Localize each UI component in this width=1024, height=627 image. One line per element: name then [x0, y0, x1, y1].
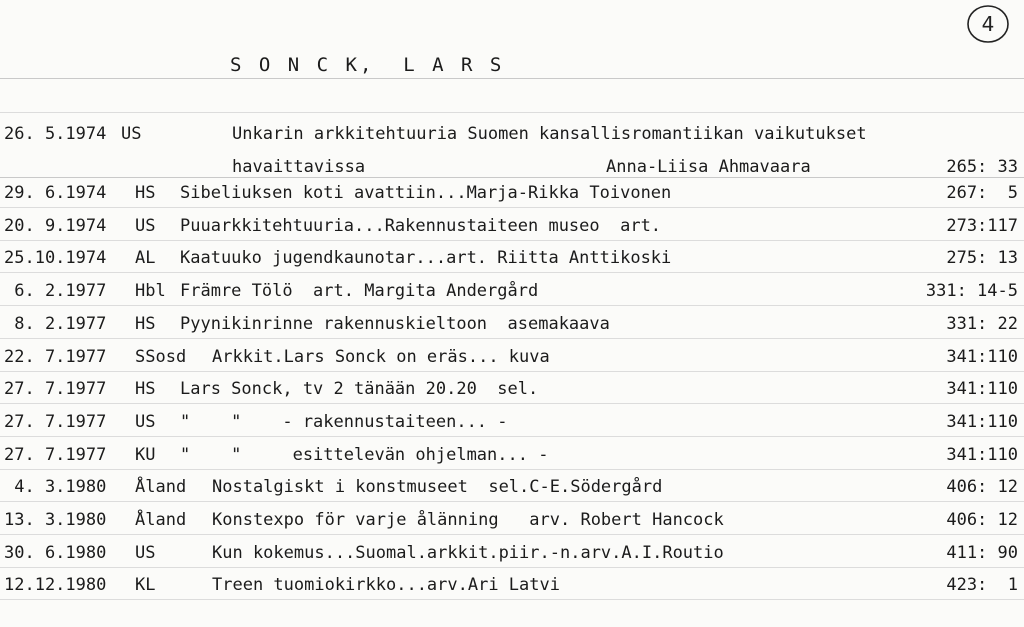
entry-source: US: [135, 411, 156, 432]
entry-ref: 275: 13: [946, 248, 1018, 269]
entry-text: Kaatuuko jugendkaunotar...art. Riitta Anttikoski: [180, 248, 672, 269]
entry-date: 30. 6.1980: [4, 542, 107, 563]
entry-text: Sibeliuksen koti avattiin...Marja-Rikka Toivonen: [180, 183, 672, 203]
entry-text: Konstexpo för varje ålänning arv. Robert Hancock: [212, 510, 724, 530]
entry-source: KU: [135, 444, 156, 465]
entry-source: SSosd: [135, 346, 187, 367]
entry-ref: 265: 33: [946, 157, 1018, 177]
divider: [0, 112, 1024, 113]
entry-text: Pyynikinrinne rakennuskieltoon asemakaava: [180, 313, 610, 334]
divider: [0, 305, 1024, 306]
entry-date: 13. 3.1980: [4, 510, 107, 530]
divider: [0, 501, 1024, 502]
card-number-text: 4: [981, 12, 995, 36]
divider: [0, 403, 1024, 404]
entry-source: HS: [135, 313, 156, 334]
divider: [0, 240, 1024, 241]
card-title: S O N C K, L A R S: [230, 54, 505, 76]
entry-source: HS: [135, 379, 156, 400]
entry-source: Åland: [135, 477, 187, 498]
entry-text: Kun kokemus...Suomal.arkkit.piir.-n.arv.A.I.Routio: [212, 542, 724, 563]
entry-text-line2: havaittavissa: [232, 157, 366, 177]
circled-number-icon: [965, 3, 1011, 45]
entry-source: Hbl: [135, 281, 166, 302]
entry-ref: 406: 12: [946, 510, 1018, 530]
divider: [0, 177, 1024, 178]
entry-ref: 331: 22: [946, 313, 1018, 334]
entry-text: " " esittelevän ohjelman... -: [180, 444, 549, 465]
entry-text: Nostalgiskt i konstmuseet sel.C-E.Södergård: [212, 477, 663, 498]
entry-date: 29. 6.1974: [4, 183, 107, 203]
divider: [0, 207, 1024, 208]
divider: [0, 371, 1024, 372]
divider: [0, 338, 1024, 339]
entry-date: 4. 3.1980: [4, 477, 107, 498]
divider: [0, 469, 1024, 470]
entry-date: 6. 2.1977: [4, 281, 107, 302]
entry-source: US: [121, 124, 142, 144]
entry-text: Puuarkkitehtuuria...Rakennustaiteen museo art.: [180, 215, 662, 236]
entry-ref: 411: 90: [946, 542, 1018, 563]
entry-ref: 406: 12: [946, 477, 1018, 498]
entry-source: HS: [135, 183, 156, 203]
divider: [0, 78, 1024, 79]
entry-date: 27. 7.1977: [4, 444, 107, 465]
entry-text: Lars Sonck, tv 2 tänään 20.20 sel.: [180, 379, 539, 400]
divider: [0, 534, 1024, 535]
entry-ref: 273:117: [946, 215, 1018, 236]
entry-date: 20. 9.1974: [4, 215, 107, 236]
entry-text: " " - rakennustaiteen... -: [180, 411, 508, 432]
divider: [0, 567, 1024, 568]
entry-ref: 341:110: [946, 411, 1018, 432]
divider: [0, 272, 1024, 273]
entry-source: US: [135, 215, 156, 236]
entry-source: Åland: [135, 510, 187, 530]
entry-source: AL: [135, 248, 156, 269]
card-number: [965, 3, 1011, 45]
entry-ref: 331: 14-5: [925, 281, 1018, 302]
entry-ref: 423: 1: [946, 575, 1018, 596]
entry-date: 27. 7.1977: [4, 411, 107, 432]
entry-date: 22. 7.1977: [4, 346, 107, 367]
entry-ref: 267: 5: [946, 183, 1018, 203]
entry-text-line1: Unkarin arkkitehtuuria Suomen kansallisromantiikan vaikutukset: [232, 124, 867, 144]
divider: [0, 599, 1024, 600]
entry-ref: 341:110: [946, 444, 1018, 465]
entry-text: Arkkit.Lars Sonck on eräs... kuva: [212, 346, 550, 367]
entry-ref: 341:110: [946, 379, 1018, 400]
entry-date: 25.10.1974: [4, 248, 107, 269]
entry-date: 27. 7.1977: [4, 379, 107, 400]
entry-date: 8. 2.1977: [4, 313, 107, 334]
entry-author: Anna-Liisa Ahmavaara: [606, 157, 811, 177]
divider: [0, 436, 1024, 437]
entry-source: US: [135, 542, 156, 563]
entry-date: 26. 5.1974: [4, 124, 107, 144]
entry-text: Treen tuomiokirkko...arv.Ari Latvi: [212, 575, 560, 596]
entry-source: KL: [135, 575, 156, 596]
entry-date: 12.12.1980: [4, 575, 107, 596]
entry-ref: 341:110: [946, 346, 1018, 367]
entry-text: Främre Tölö art. Margita Andergård: [180, 281, 539, 302]
